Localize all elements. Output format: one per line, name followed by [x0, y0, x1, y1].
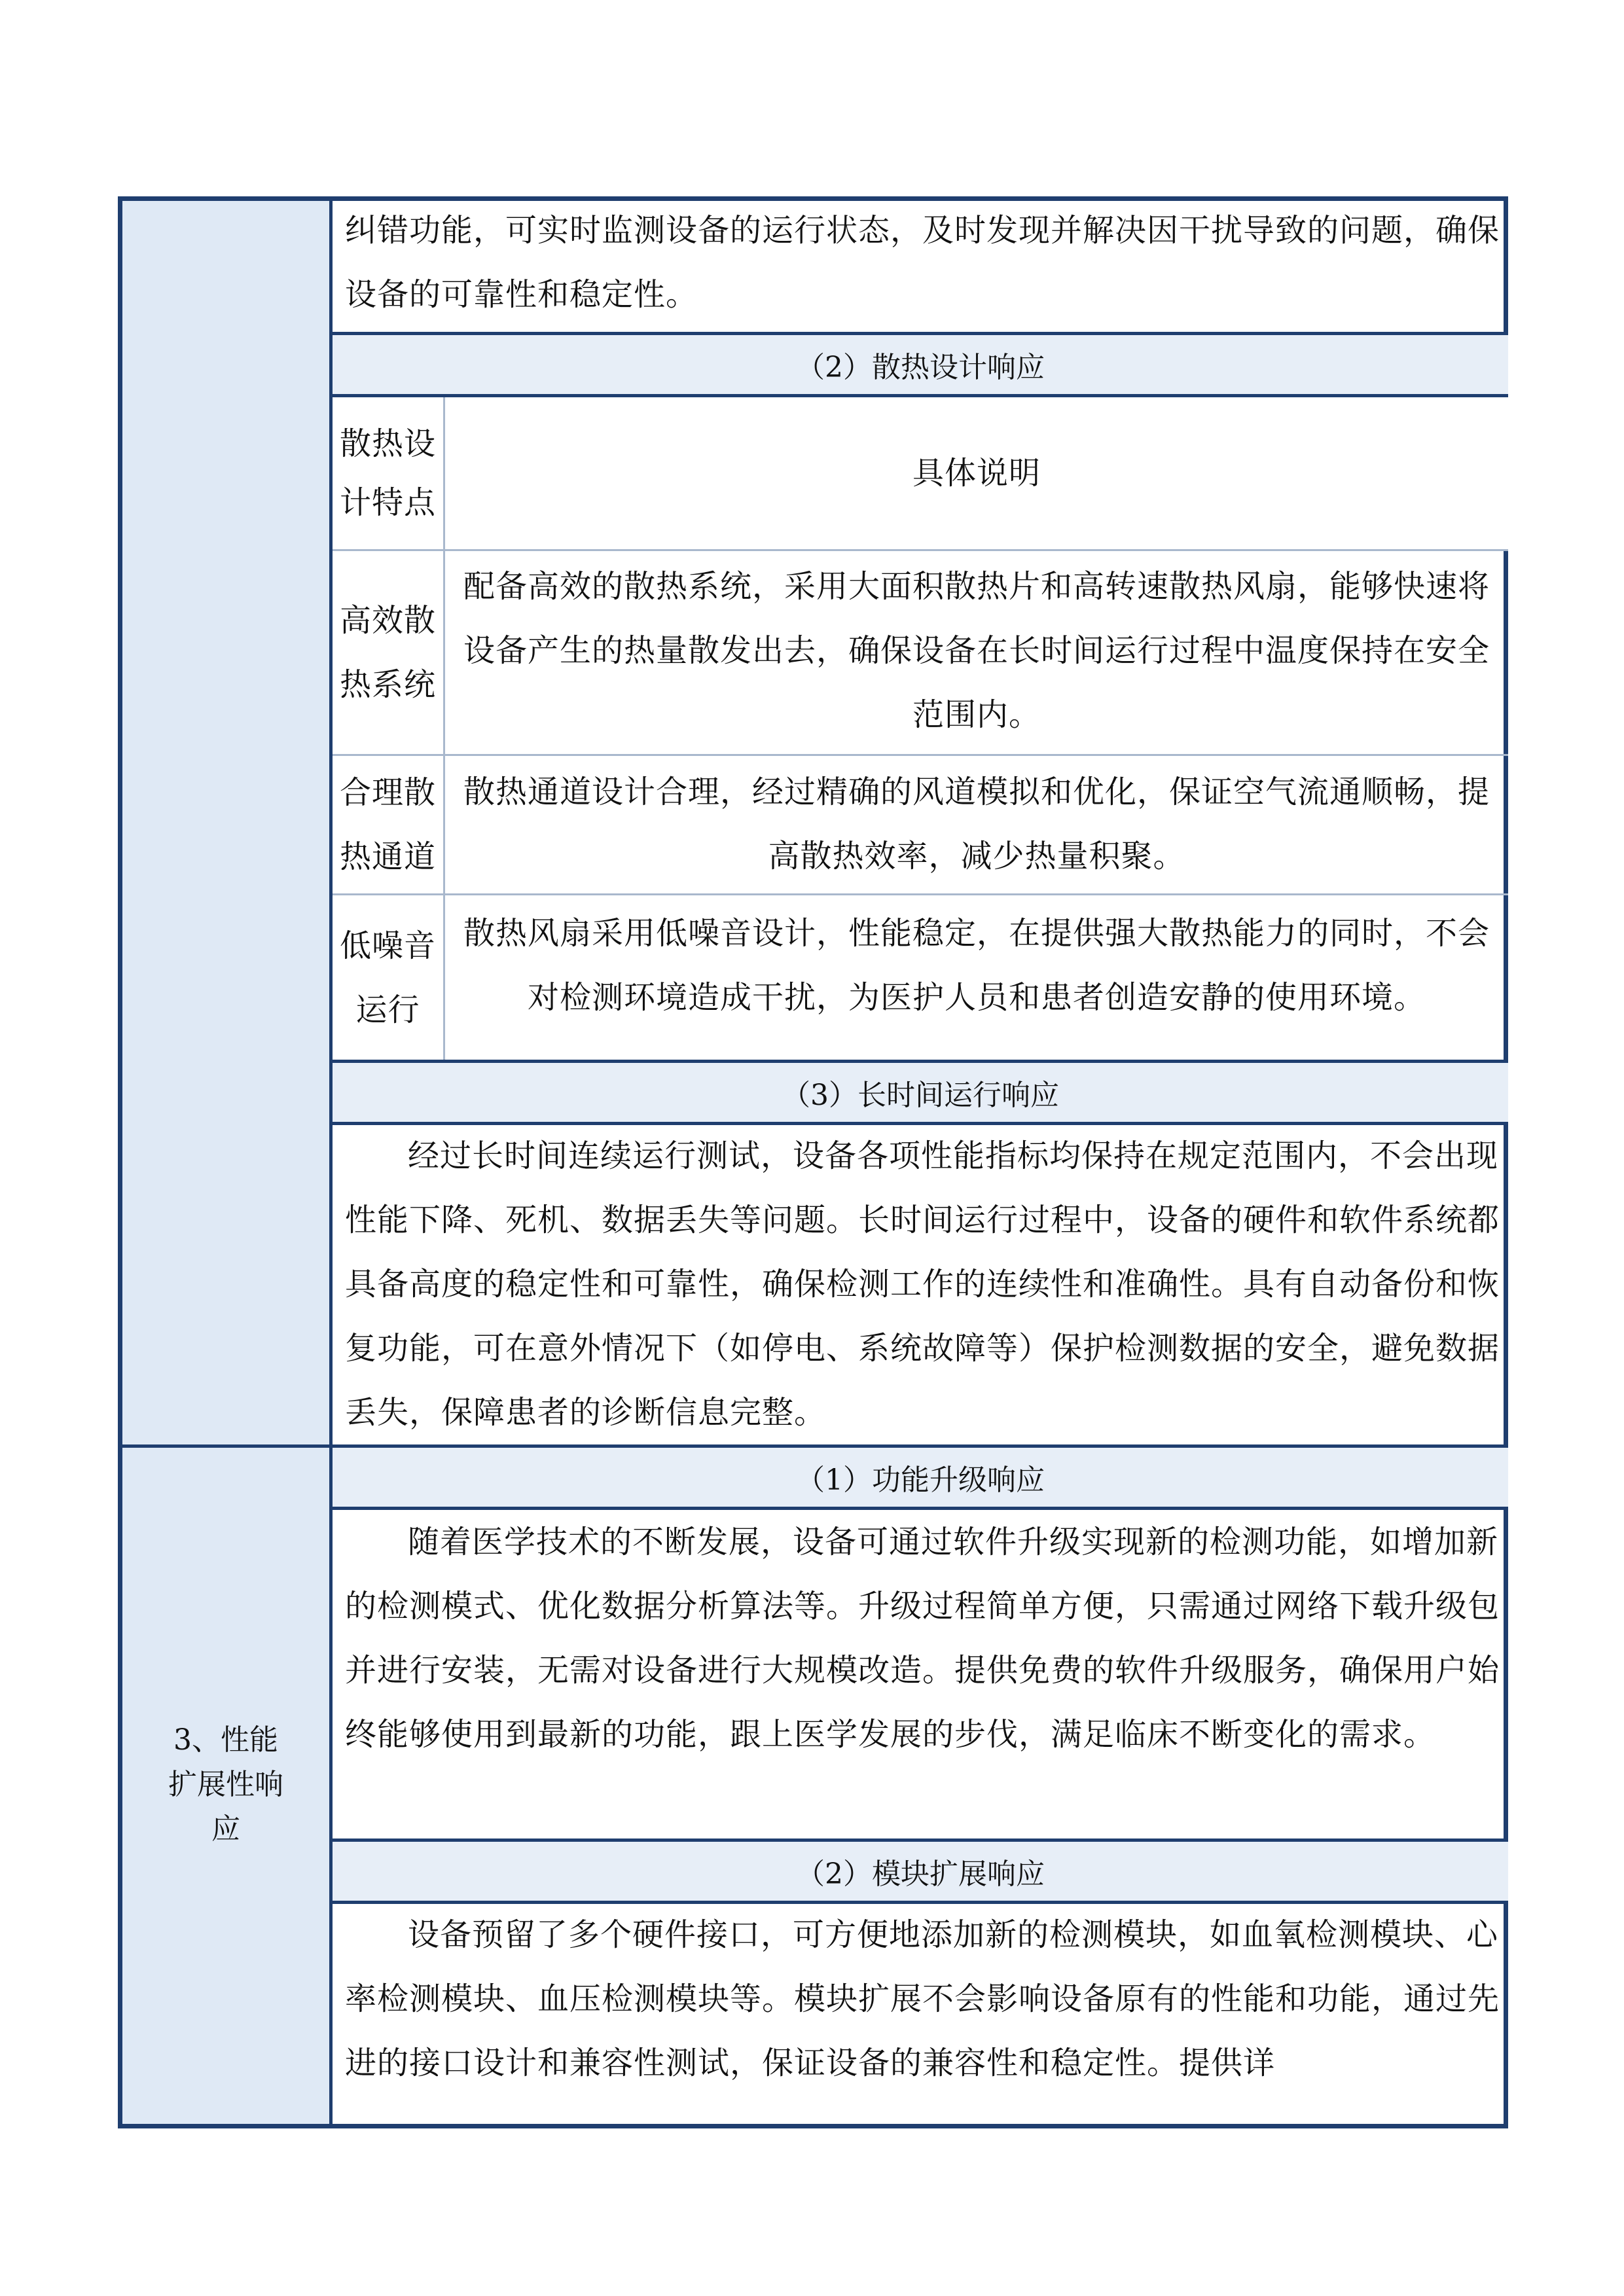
- divider: [333, 893, 1508, 895]
- intro-tail-text: 纠错功能，可实时监测设备的运行状态，及时发现并解决因干扰导致的问题，确保设备的可靠性和稳定性。: [345, 212, 1500, 313]
- upgrade-text: 随着医学技术的不断发展，设备可通过软件升级实现新的检测功能，如增加新的检测模式、优化数据分析算法等。升级过程简单方便，只需通过网络下载升级包并进行安装，无需对设备进行大规模改造。提供免费的软件升级服务，确保用户始终能够使用到最新的功能，跟上医学发展的步伐，满足临床不断变化的需求。: [345, 1524, 1500, 1753]
- heat-col-desc: [445, 397, 1508, 549]
- spec-table: [118, 196, 1508, 2128]
- longrun-text: 经过长时间连续运行测试，设备各项性能指标均保持在规定范围内，不会出现性能下降、死机、数据丢失等问题。长时间运行过程中，设备的硬件和软件系统都具备高度的稳定性和可靠性，确保检测工作的连续性和准确性。具有自动备份和恢复功能，可在意外情况下（如停电、系统故障等）保护检测数据的安全，避免数据丢失，保障患者的诊断信息完整。: [345, 1138, 1500, 1431]
- longrun-section-title: （3）长时间运行响应: [333, 1063, 1508, 1122]
- heat-col-feature: [333, 397, 443, 549]
- heat-row-desc: 散热风扇采用低噪音设计，性能稳定，在提供强大散热能力的同时，不会对检测环境造成干扰，为医护人员和患者创造安静的使用环境。: [463, 915, 1490, 1016]
- divider: [333, 549, 1508, 551]
- upgrade-section-title: （1）功能升级响应: [333, 1448, 1508, 1507]
- section2-side-cell: [122, 201, 329, 1446]
- module-section-title: （2）模块扩展响应: [333, 1842, 1508, 1901]
- heat-row-feature-text: 高效散热系统: [339, 602, 436, 703]
- heat-row-feature: [333, 551, 443, 754]
- section3-label: 3、性能扩展性响应: [122, 1446, 329, 2124]
- heat-col-feature-label: 散热设计特点: [339, 425, 436, 521]
- heat-row-desc: 配备高效的散热系统，采用大面积散热片和高转速散热风扇，能够快速将设备产生的热量散发出去，确保设备在长时间运行过程中温度保持在安全范围内。: [463, 568, 1490, 733]
- heat-row-feature-text: 合理散热通道: [339, 774, 436, 875]
- heat-row-desc: 散热通道设计合理，经过精确的风道模拟和优化，保证空气流通顺畅，提高散热效率，减少热量积聚。: [463, 774, 1490, 874]
- heat-col-desc-label: 具体说明: [912, 455, 1041, 492]
- heat-row-feature-text: 低噪音运行: [339, 927, 436, 1028]
- heat-section-title: （2）散热设计响应: [333, 335, 1508, 394]
- module-text: 设备预留了多个硬件接口，可方便地添加新的检测模块，如血氧检测模块、心率检测模块、血压检测模块等。模块扩展不会影响设备原有的性能和功能，通过先进的接口设计和兼容性测试，保证设备的兼容性和稳定性。提供详: [345, 1916, 1500, 2081]
- divider: [333, 754, 1508, 756]
- heat-row-feature: [333, 756, 443, 893]
- heat-row-feature: [333, 895, 443, 1060]
